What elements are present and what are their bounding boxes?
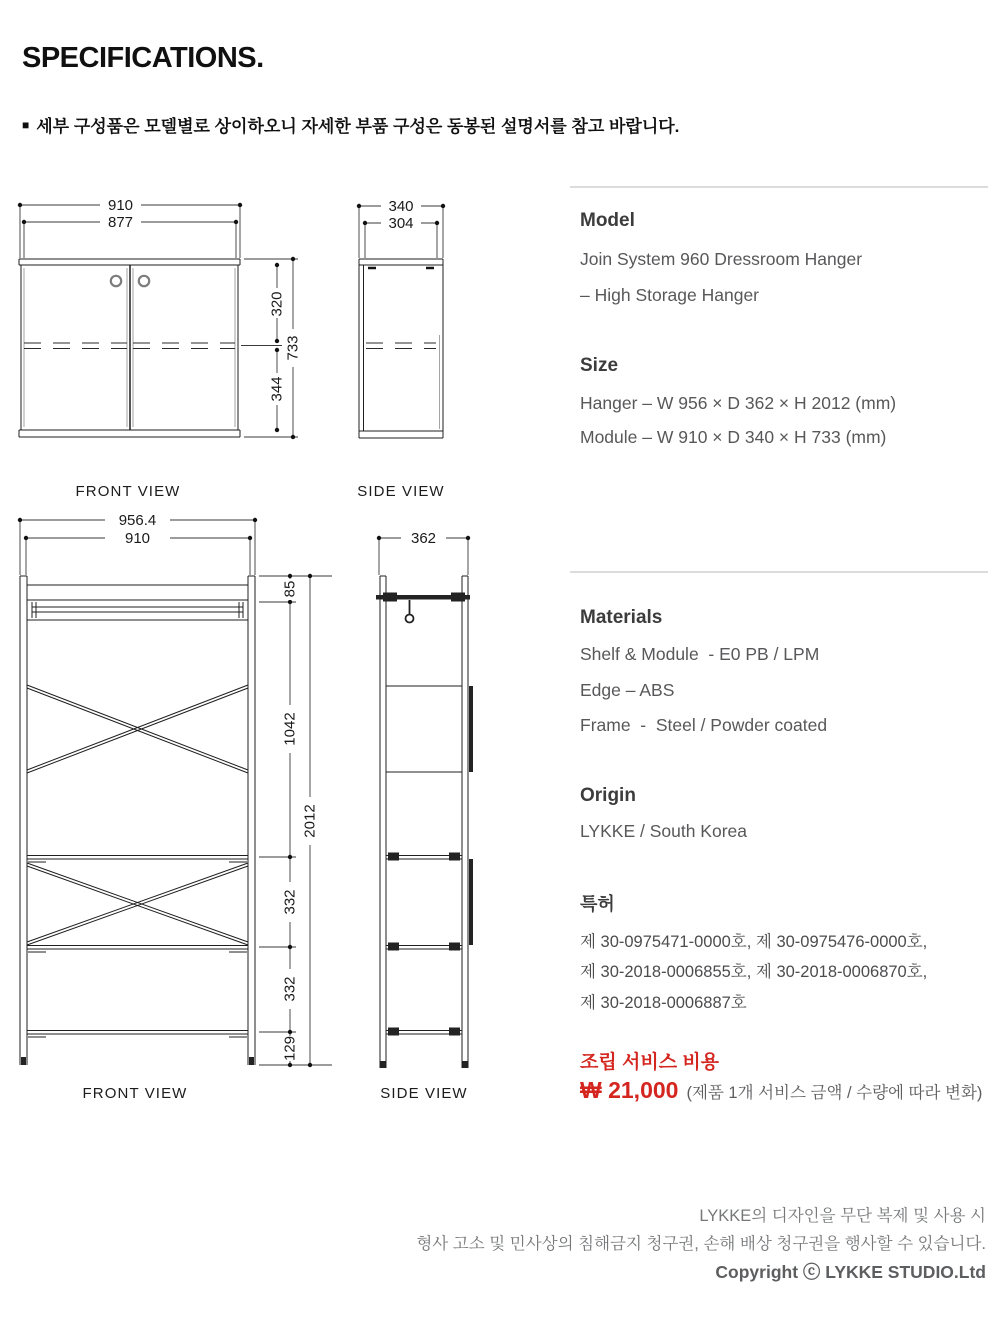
dimension-dots [18,203,295,439]
module-front-view-drawing [18,197,302,500]
dim-hanger-seg-top: 85 [281,580,299,598]
assembly-fee-heading: 조립 서비스 비용 [580,1052,720,1073]
footer-copyright: Copyright ⓒ LYKKE STUDIO.Ltd [715,1262,986,1282]
dim-module-height-bottom: 344 [268,376,286,402]
dim-hanger-depth: 362 [410,530,437,547]
footer-line: 형사 고소 및 민사상의 침해금지 청구권, 손해 배상 청구권을 행사할 수 있습니다. [416,1235,986,1253]
patent-heading: 특허 [580,894,615,914]
dim-hanger-seg-bottom: 129 [281,1035,299,1062]
materials-line: Edge – ABS [580,680,675,700]
origin-line: LYKKE / South Korea [580,821,748,841]
note [22,112,679,137]
origin-heading: Origin [580,785,636,806]
assembly-fee-price: ₩ 21,000 [580,1077,679,1103]
size-line: Hanger – W 956 × D 362 × H 2012 (mm) [580,393,897,413]
technical-drawings [0,185,560,1110]
hanger-hook-icon [406,615,414,623]
foot-icon [381,1061,386,1068]
dim-hanger-width-inner: 910 [124,530,151,547]
assembly-fee-note: (제품 1개 서비스 금액 / 수량에 따라 변화) [686,1084,983,1102]
footer-line: LYKKE의 디자인을 무단 복제 및 사용 시 [699,1207,986,1225]
materials-line: Frame - Steel / Powder coated [580,715,828,735]
dim-hanger-seg-mid2: 332 [281,976,299,1002]
dim-hanger-seg-mid1: 332 [281,889,299,915]
foot-icon [463,1061,468,1068]
dim-module-depth-outer: 340 [388,198,414,215]
patent-line: 제 30-2018-0006855호, 제 30-2018-0006870호, [580,963,928,981]
size-line: Module – W 910 × D 340 × H 733 (mm) [580,427,887,447]
dim-module-width-outer: 910 [107,197,134,214]
note-text: 세부 구성품은 모델별로 상이하오니 자세한 부품 구성은 동봉된 설명서를 참고 바랍니다. [36,117,680,136]
module-front-view-label: FRONT VIEW [75,483,181,500]
dim-module-depth-inner: 304 [388,215,414,232]
hanger-front-view-drawing [18,512,332,1102]
foot-icon [21,1057,26,1065]
hanger-side-view-drawing [376,530,473,1102]
door-knob-icon [111,276,121,286]
module-side-view-drawing [357,198,445,500]
dim-hanger-width-outer: 956.4 [118,512,157,529]
module-side-view-label: SIDE VIEW [357,483,445,500]
note-bullet-icon: ■ [22,118,30,132]
size-heading: Size [580,355,619,376]
dim-hanger-height-total: 2012 [301,804,319,838]
divider-middle [570,571,988,573]
foot-icon [249,1057,254,1065]
materials-line: Shelf & Module - E0 PB / LPM [580,644,820,664]
divider-top [570,186,988,188]
dim-hanger-seg-upper: 1042 [281,712,299,746]
patent-line: 제 30-0975471-0000호, 제 30-0975476-0000호, [580,933,928,951]
hanger-side-view-label: SIDE VIEW [380,1085,468,1102]
hanger-front-view-label: FRONT VIEW [82,1085,188,1102]
page-title: SPECIFICATIONS. [22,42,264,75]
dim-module-width-inner: 877 [107,214,134,231]
dim-module-height-top: 320 [268,291,286,317]
assembly-fee-row [580,1077,982,1104]
model-line: Join System 960 Dressroom Hanger [580,249,863,269]
door-knob-icon [139,276,149,286]
dim-module-height-total: 733 [284,335,302,361]
patent-line: 제 30-2018-0006887호 [580,994,747,1012]
materials-heading: Materials [580,607,663,628]
model-heading: Model [580,210,635,231]
model-line: – High Storage Hanger [580,285,759,305]
